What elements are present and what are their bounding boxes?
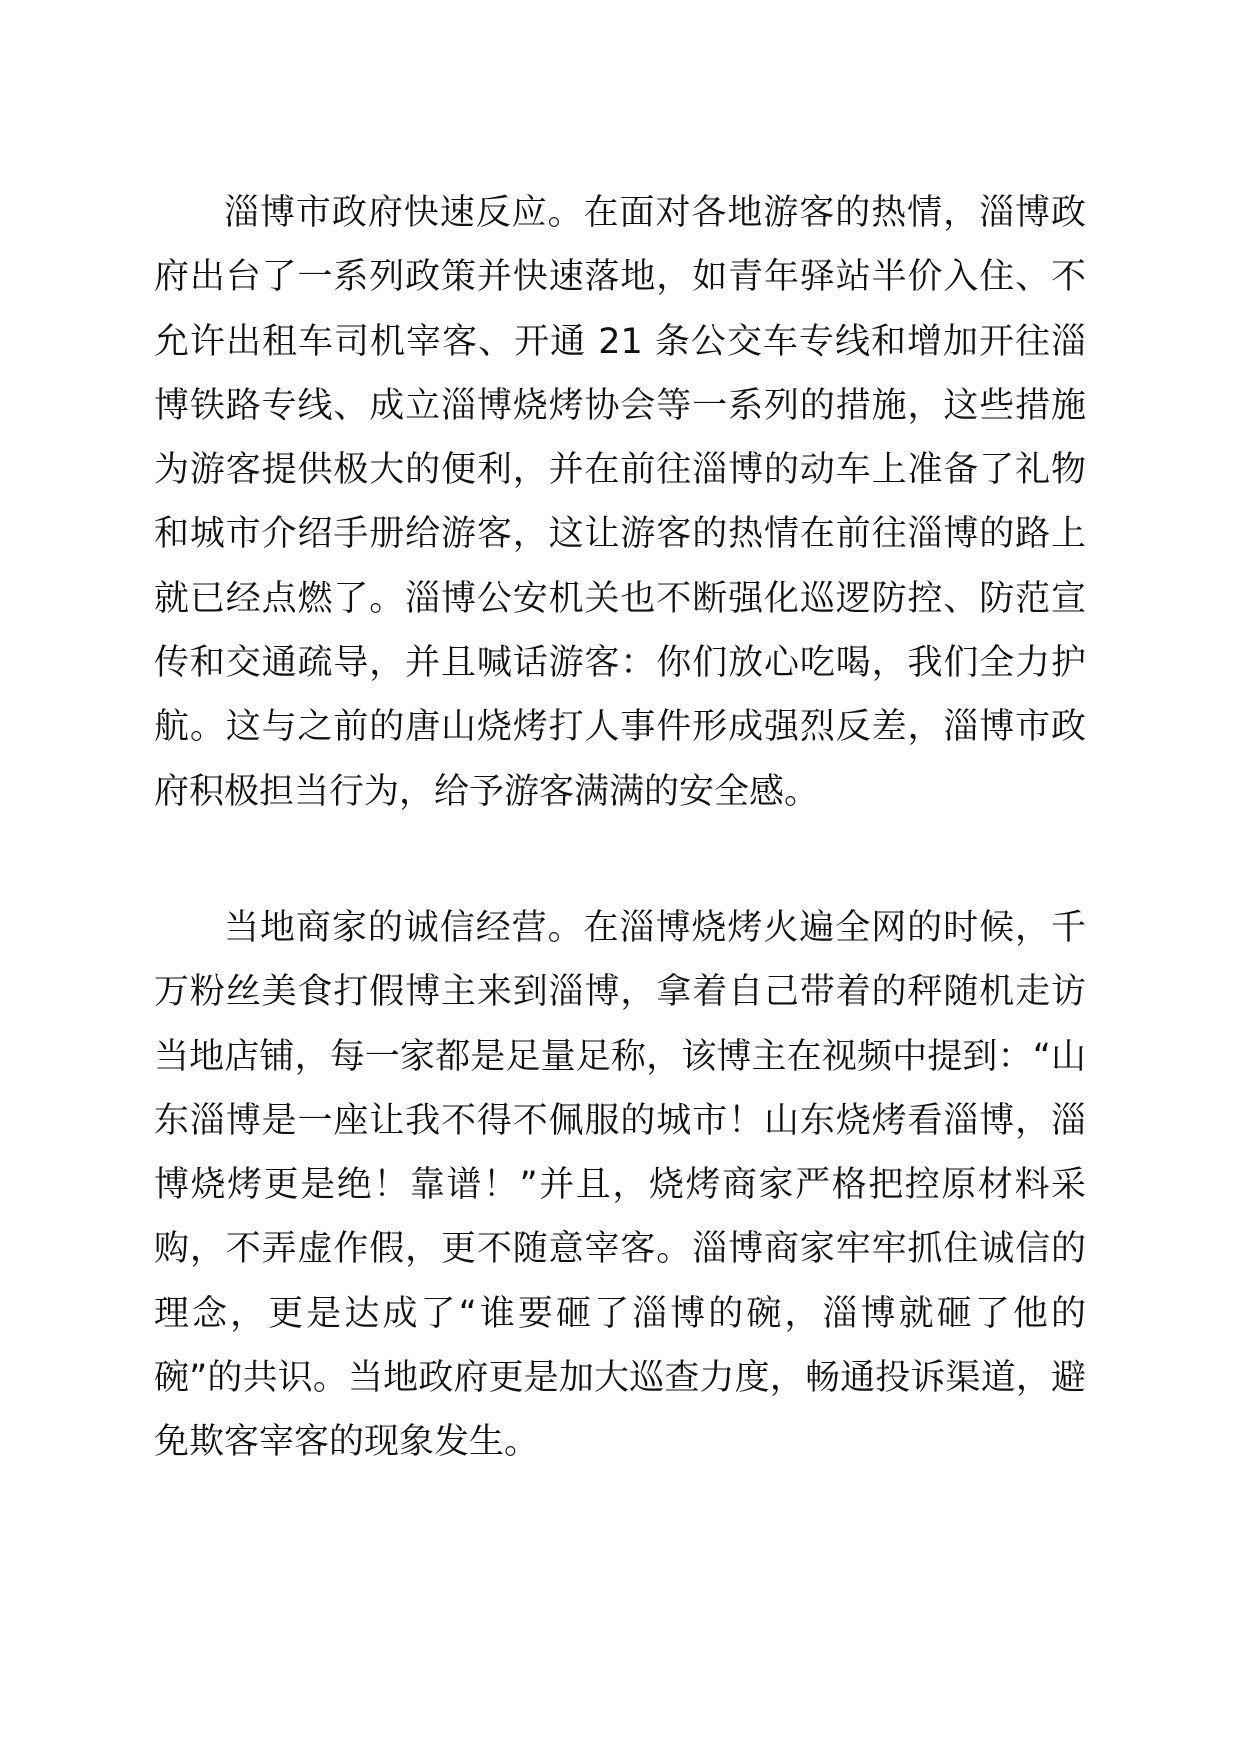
paragraph-government-response: 淄博市政府快速反应。在面对各地游客的热情，淄博政府出台了一系列政策并快速落地，如青年驿站半价入住、不允许出租车司机宰客、开通 21 条公交车专线和增加开往淄博铁路专线、成立淄博烧烤协会等一系列的措施，这些措施为游客提供极大的便利，并在前往淄博的动车上准备了礼物和城市介绍手册给游客，这让游客的热情在前往淄博的路上就已经点燃了。淄博公安机关也不断强化巡逻防控、防范宣传和交通疏导，并且喊话游客：你们放心吃喝，我们全力护航。这与之前的唐山烧烤打人事件形成强烈反差，淄博市政府积极担当行为，给予游客满满的安全感。: [154, 193, 1086, 812]
paragraph-merchant-integrity: 当地商家的诚信经营。在淄博烧烤火遍全网的时候，千万粉丝美食打假博主来到淄博，拿着自己带着的秤随机走访当地店铺，每一家都是足量足称，该博主在视频中提到：“山东淄博是一座让我不得不佩服的城市！山东烧烤看淄博，淄博烧烤更是绝！靠谱！”并且，烧烤商家严格把控原材料采购，不弄虚作假，更不随意宰客。淄博商家牢牢抓住诚信的理念，更是达成了“谁要砸了淄博的碗，淄博就砸了他的碗”的共识。当地政府更是加大巡查力度，畅通投诉渠道，避免欺客宰客的现象发生。: [154, 908, 1086, 1463]
